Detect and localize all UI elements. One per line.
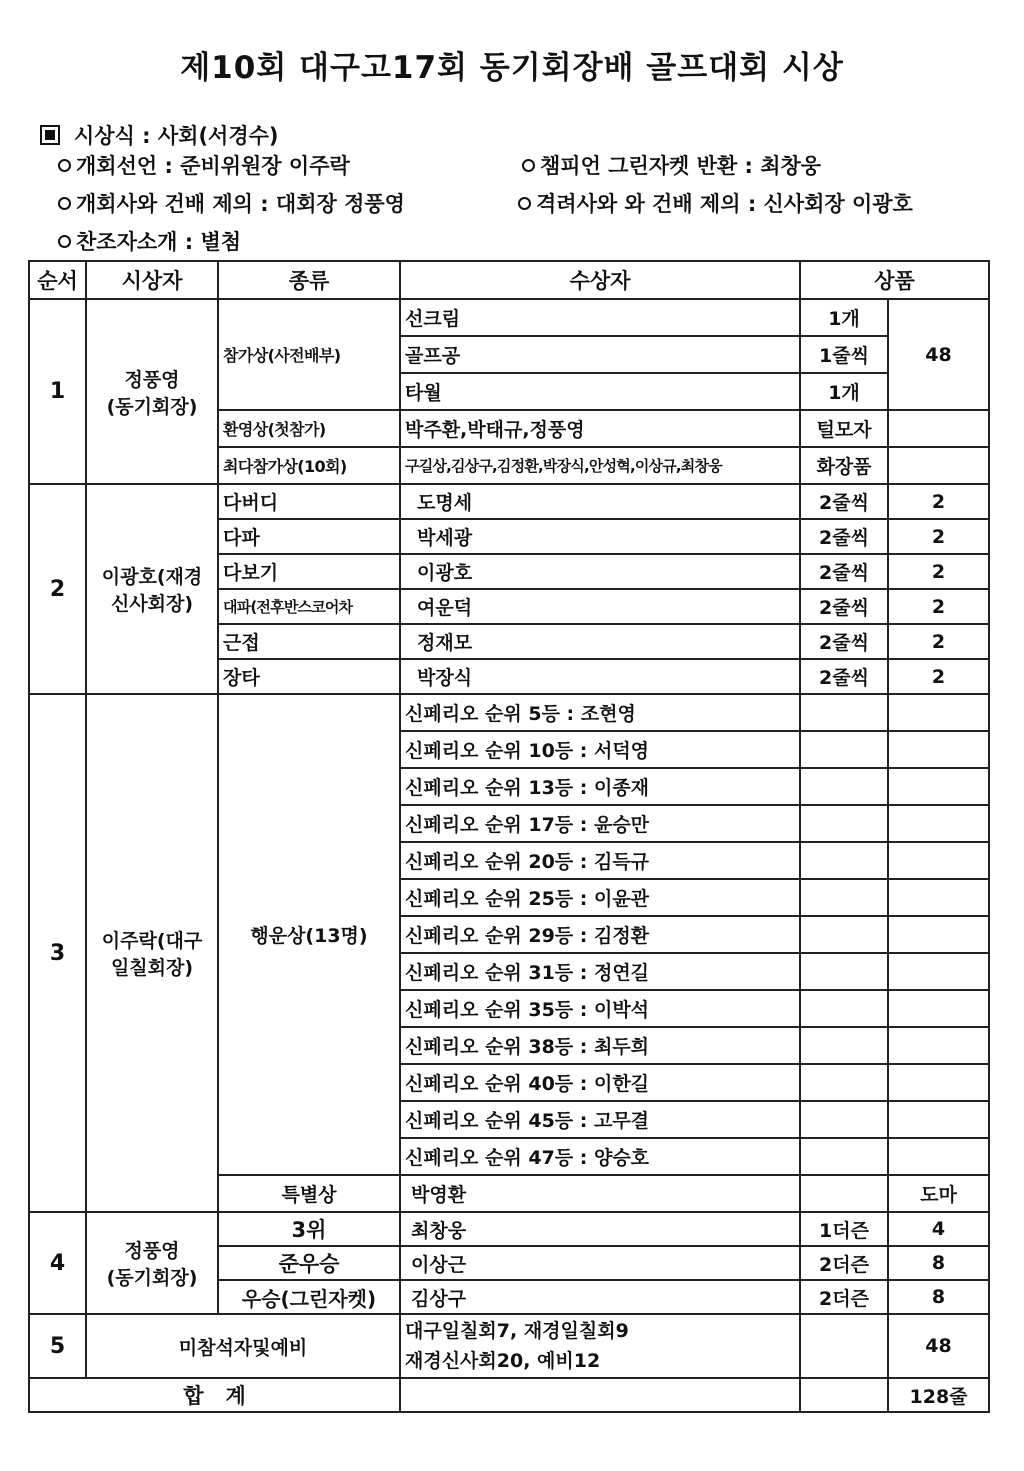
prize-count [888,447,989,484]
total-label: 합 계 [29,1378,400,1412]
presenter-title: 신사회장) [110,593,194,615]
prize-count: 48 [888,1314,989,1378]
prize-count [888,768,989,805]
presenter-title: (동기회장) [106,1267,198,1289]
total-value: 128줄 [888,1378,989,1412]
ceremony-text: 시상식 : 사회(서경수) [74,124,279,148]
winner-cell: 김상구 [400,1280,800,1314]
presenter-name: 이광호(재경 [101,566,203,588]
square-bullet-icon [40,125,60,145]
winner-cell: 박세광 [400,519,800,554]
table-row [29,1212,989,1246]
prize-cell [800,805,888,842]
award-kind: 대파(전후반스코어차 [218,589,400,624]
page-title: 제10회 대구고17회 동기회장배 골프대회 시상 [180,50,844,86]
winner-cell: 신페리오 순위 38등 : 최두희 [400,1027,800,1064]
section-number: 2 [29,484,86,694]
award-kind: 준우승 [218,1246,400,1280]
prize-cell: 털모자 [800,410,888,447]
prize-cell: 1줄씩 [800,336,888,373]
winner-cell: 신페리오 순위 13등 : 이종재 [400,768,800,805]
winner-cell [400,1314,800,1378]
jacket-text: 챔피언 그린자켓 반환 : 최창웅 [540,154,822,178]
winner-cell: 신페리오 순위 31등 : 정연길 [400,953,800,990]
prize-count [888,842,989,879]
winner-cell: 구길상,김상구,김정환,박장식,안성혁,이상규,최창웅 [400,447,800,484]
presenter-cell [86,694,218,1212]
winner-cell: 여운덕 [400,589,800,624]
prize-count [888,1101,989,1138]
header-prize: 상품 [800,261,989,299]
table-row [29,694,989,731]
prize-cell [800,842,888,879]
prize-cell: 2줄씩 [800,519,888,554]
prize-cell [800,1378,888,1412]
winner-cell: 도명세 [400,484,800,519]
encourage-toast-line [518,188,913,218]
prize-cell [800,953,888,990]
prize-cell [800,1064,888,1101]
winner-cell: 이광호 [400,554,800,589]
winner-line: 대구일칠회7, 재경일칠회9 [405,1320,629,1342]
award-kind: 3위 [218,1212,400,1246]
circle-bullet-icon [518,197,531,210]
prize-cell: 2더즌 [800,1246,888,1280]
circle-bullet-icon [58,159,71,172]
winner-cell: 최창웅 [400,1212,800,1246]
award-kind: 우승(그린자켓) [218,1280,400,1314]
prize-cell [800,1314,888,1378]
award-kind: 미참석자및예비 [86,1314,400,1378]
table-header-row [29,261,989,299]
header-winner: 수상자 [400,261,800,299]
opening-toast-text: 개회사와 건배 제의 : 대회장 정풍영 [76,192,405,216]
header-kind: 종류 [218,261,400,299]
award-kind: 참가상(사전배부) [218,299,400,410]
prize-cell: 2더즌 [800,1280,888,1314]
table-row [29,1314,989,1378]
total-row [29,1378,989,1412]
prize-cell [800,879,888,916]
prize-count [888,990,989,1027]
circle-bullet-icon [522,159,535,172]
prize-cell [800,1027,888,1064]
winner-cell: 신페리오 순위 5등 : 조현영 [400,694,800,731]
circle-bullet-icon [58,235,71,248]
winner-cell: 박장식 [400,659,800,694]
opening-text: 개회선언 : 준비위원장 이주락 [76,154,350,178]
prize-count [888,694,989,731]
prize-cell [800,694,888,731]
presenter-name: 정풍영 [124,368,180,391]
prize-cell: 2줄씩 [800,624,888,659]
table-row [29,299,989,336]
prize-cell [800,1138,888,1175]
prize-count: 48 [888,299,989,410]
prize-cell [800,1101,888,1138]
prize-cell: 1더즌 [800,1212,888,1246]
award-kind: 다버디 [218,484,400,519]
prize-cell [800,916,888,953]
prize-count [888,410,989,447]
opening-line [58,150,350,180]
winner-cell: 이상근 [400,1246,800,1280]
encourage-toast-text: 격려사와 와 건배 제의 : 신사회장 이광호 [536,192,913,216]
prize-count [888,1138,989,1175]
winner-cell: 신페리오 순위 29등 : 김정환 [400,916,800,953]
table-row [29,484,989,519]
prize-count: 2 [888,519,989,554]
award-kind: 행운상(13명) [218,694,400,1175]
presenter-title: (동기회장) [106,395,198,418]
prize-cell [800,768,888,805]
prize-count: 2 [888,589,989,624]
award-kind: 다보기 [218,554,400,589]
award-kind: 환영상(첫참가) [218,410,400,447]
jacket-line [522,150,821,180]
prize-count: 2 [888,484,989,519]
prize-count: 4 [888,1212,989,1246]
award-kind: 근접 [218,624,400,659]
prize-cell: 1개 [800,373,888,410]
winner-cell: 신페리오 순위 25등 : 이윤관 [400,879,800,916]
prize-cell: 1개 [800,299,888,336]
prize-count: 8 [888,1246,989,1280]
section-number: 5 [29,1314,86,1378]
section-number: 1 [29,299,86,484]
winner-cell: 박영환 [400,1175,800,1212]
presenter-cell [86,1212,218,1314]
prize-cell [800,1175,888,1212]
winner-cell: 골프공 [400,336,800,373]
prize-cell: 2줄씩 [800,554,888,589]
prize-count [888,953,989,990]
presenter-cell [86,484,218,694]
prize-count [888,916,989,953]
winner-cell: 정재모 [400,624,800,659]
presenter-title: 일칠회장) [110,957,194,979]
presenter-name: 이주락(대구 [101,930,203,952]
prize-count: 2 [888,554,989,589]
sponsors-text: 찬조자소개 : 별첨 [76,230,242,254]
award-table [28,260,990,1413]
winner-cell [400,1378,800,1412]
winner-cell: 신페리오 순위 10등 : 서덕영 [400,731,800,768]
prize-cell: 2줄씩 [800,589,888,624]
winner-cell: 선크림 [400,299,800,336]
award-kind: 특별상 [218,1175,400,1212]
prize-cell: 2줄씩 [800,659,888,694]
prize-cell: 2줄씩 [800,484,888,519]
opening-toast-line [58,188,405,218]
winner-cell: 신페리오 순위 40등 : 이한길 [400,1064,800,1101]
prize-count: 2 [888,624,989,659]
award-kind: 장타 [218,659,400,694]
header-order: 순서 [29,261,86,299]
winner-cell: 신페리오 순위 20등 : 김득규 [400,842,800,879]
prize-count [888,731,989,768]
prize-cell [800,731,888,768]
header-presenter: 시상자 [86,261,218,299]
prize-count: 8 [888,1280,989,1314]
prize-count [888,1027,989,1064]
prize-count: 도마 [888,1175,989,1212]
ceremony-line [40,120,279,150]
prize-count [888,805,989,842]
section-number: 3 [29,694,86,1212]
presenter-name: 정풍영 [124,1240,180,1262]
prize-cell [800,990,888,1027]
winner-cell: 신페리오 순위 35등 : 이박석 [400,990,800,1027]
prize-count: 2 [888,659,989,694]
award-kind: 최다참가상(10회) [218,447,400,484]
prize-count [888,1064,989,1101]
winner-cell: 신페리오 순위 47등 : 양승호 [400,1138,800,1175]
winner-cell: 박주환,박태규,정풍영 [400,410,800,447]
section-number: 4 [29,1212,86,1314]
winner-cell: 신페리오 순위 17등 : 윤승만 [400,805,800,842]
winner-cell: 신페리오 순위 45등 : 고무결 [400,1101,800,1138]
prize-cell: 화장품 [800,447,888,484]
presenter-cell [86,299,218,484]
prize-count [888,879,989,916]
sponsors-line [58,226,241,256]
circle-bullet-icon [58,197,71,210]
winner-cell: 타월 [400,373,800,410]
award-kind: 다파 [218,519,400,554]
winner-line: 재경신사회20, 예비12 [405,1350,601,1372]
